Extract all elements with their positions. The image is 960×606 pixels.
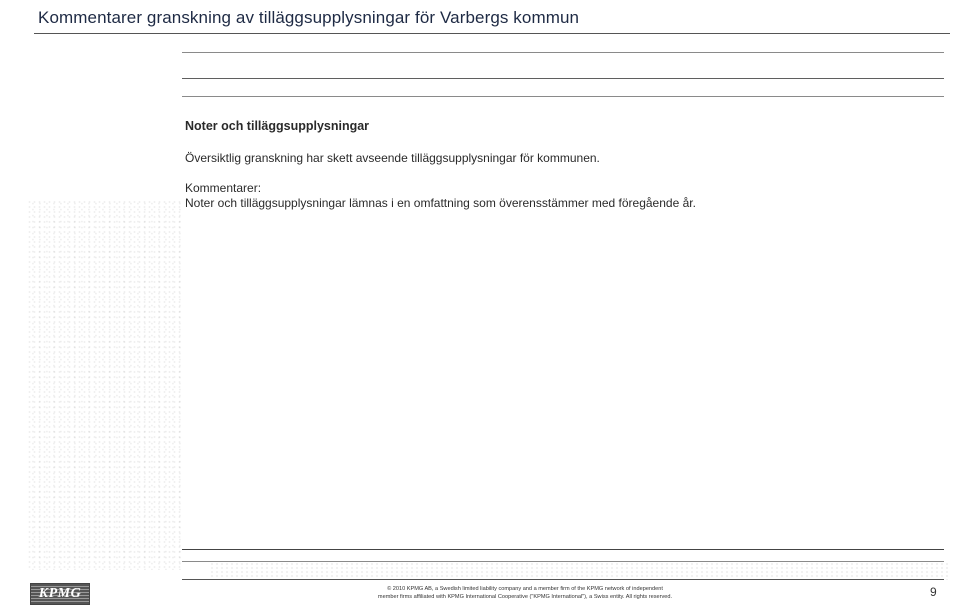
title-divider (34, 33, 950, 34)
divider-line (182, 549, 944, 550)
section-heading: Noter och tilläggsupplysningar (185, 119, 370, 133)
copyright-notice (310, 585, 740, 601)
page-number: 9 (930, 585, 937, 599)
summary-text: Översiktlig granskning har skett avseende tilläggsupplysningar för kommunen. (185, 151, 600, 165)
kpmg-logo (30, 583, 90, 605)
copyright-line: member firms affiliated with KPMG International Cooperative ("KPMG International"), a Swiss entity. All rights reserved. (377, 594, 673, 600)
comments-label: Kommentarer: (185, 181, 262, 195)
comments-text: Noter och tilläggsupplysningar lämnas i en omfattning som överensstämmer med föregående år. (185, 196, 696, 210)
footer-texture (210, 562, 950, 580)
divider-line (182, 96, 944, 97)
logo-text: KPMG (38, 586, 82, 601)
divider-line (182, 78, 944, 79)
decorative-texture (28, 200, 182, 570)
page-title: Kommentarer granskning av tilläggsupplysningar för Varbergs kommun (38, 8, 580, 27)
divider-line (182, 579, 944, 580)
copyright-line: © 2010 KPMG AB, a Swedish limited liability company and a member firm of the KPMG network of independent (387, 586, 663, 592)
divider-line (182, 52, 944, 53)
